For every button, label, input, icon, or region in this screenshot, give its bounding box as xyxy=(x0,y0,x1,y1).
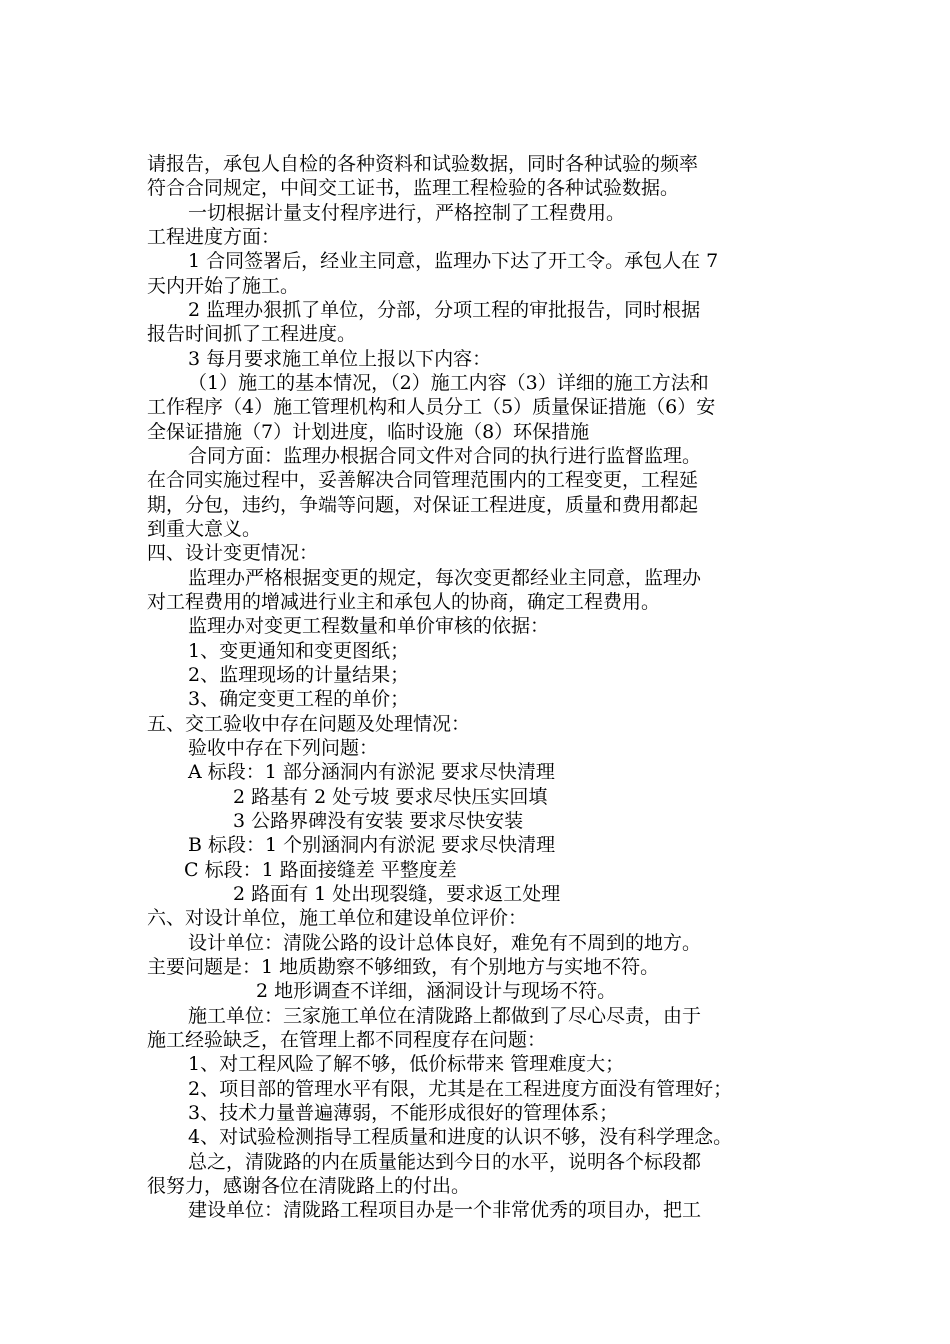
list-item: 3、确定变更工程的单价； xyxy=(188,688,410,710)
list-item: 2 路基有 2 处亏坡 要求尽快压实回填 xyxy=(233,786,548,808)
list-item: 1、对工程风险了解不够，低价标带来 管理难度大； xyxy=(188,1053,625,1075)
text-line: 监理办对变更工程数量和单价审核的依据： xyxy=(188,615,550,637)
list-item: 3 公路界碑没有安装 要求尽快安装 xyxy=(233,810,524,832)
list-item: 4、对试验检测指导工程质量和进度的认识不够，没有科学理念。 xyxy=(188,1126,733,1148)
list-item: 2、监理现场的计量结果； xyxy=(188,664,410,686)
text-line: 报告时间抓了工程进度。 xyxy=(147,323,357,345)
section-heading: 工程进度方面： xyxy=(147,226,281,248)
text-line: 对工程费用的增减进行业主和承包人的协商，确定工程费用。 xyxy=(147,591,661,613)
text-line: 在合同实施过程中，妥善解决合同管理范围内的工程变更，工程延 xyxy=(147,469,699,491)
text-line: 工作程序（4）施工管理机构和人员分工（5）质量保证措施（6）安 xyxy=(147,396,716,418)
list-item: 3、技术力量普遍薄弱，不能形成很好的管理体系； xyxy=(188,1102,619,1124)
text-line: 2 监理办狠抓了单位，分部，分项工程的审批报告，同时根据 xyxy=(188,299,701,321)
text-line: 全保证措施（7）计划进度，临时设施（8）环保措施 xyxy=(147,421,590,443)
text-line: 施工经验缺乏，在管理上都不同程度存在问题： xyxy=(147,1029,547,1051)
text-line: 到重大意义。 xyxy=(147,518,262,540)
text-line: 总之，清陇路的内在质量能达到今日的水平，说明各个标段都 xyxy=(188,1151,702,1173)
section-heading: 五、交工验收中存在问题及处理情况： xyxy=(147,713,471,735)
text-line: 合同方面：监理办根据合同文件对合同的执行进行监督监理。 xyxy=(188,445,702,467)
text-line: 期，分包，违约，争端等问题，对保证工程进度，质量和费用都起 xyxy=(147,494,699,516)
text-line: 设计单位：清陇公路的设计总体良好，难免有不周到的地方。 xyxy=(188,932,702,954)
text-line: 很努力，感谢各位在清陇路上的付出。 xyxy=(147,1175,471,1197)
text-line: 验收中存在下列问题： xyxy=(188,737,379,759)
section-heading: 六、对设计单位，施工单位和建设单位评价： xyxy=(147,907,528,929)
list-item: A 标段：1 部分涵洞内有淤泥 要求尽快清理 xyxy=(188,761,555,783)
list-item: C 标段：1 路面接缝差 平整度差 xyxy=(184,859,457,881)
list-item: 2、项目部的管理水平有限，尤其是在工程进度方面没有管理好； xyxy=(188,1078,733,1100)
text-line: 一切根据计量支付程序进行，严格控制了工程费用。 xyxy=(188,202,626,224)
text-line: 天内开始了施工。 xyxy=(147,275,300,297)
text-line: 符合合同规定，中间交工证书，监理工程检验的各种试验数据。 xyxy=(147,177,680,199)
list-item: 2 路面有 1 处出现裂缝，要求返工处理 xyxy=(233,883,561,905)
text-line: 3 每月要求施工单位上报以下内容： xyxy=(188,348,492,370)
text-line: 施工单位：三家施工单位在清陇路上都做到了尽心尽责，由于 xyxy=(188,1005,702,1027)
text-line: 监理办严格根据变更的规定，每次变更都经业主同意，监理办 xyxy=(188,567,702,589)
list-item: B 标段：1 个别涵洞内有淤泥 要求尽快清理 xyxy=(188,834,556,856)
text-line: 主要问题是：1 地质勘察不够细致，有个别地方与实地不符。 xyxy=(147,956,660,978)
text-line: 请报告，承包人自检的各种资料和试验数据，同时各种试验的频率 xyxy=(147,153,699,175)
list-item: 1、变更通知和变更图纸； xyxy=(188,640,410,662)
section-heading: 四、设计变更情况： xyxy=(147,542,319,564)
text-line: 2 地形调查不详细，涵洞设计与现场不符。 xyxy=(256,980,617,1002)
text-line: （1）施工的基本情况，（2）施工内容（3）详细的施工方法和 xyxy=(188,372,709,394)
text-line: 建设单位：清陇路工程项目办是一个非常优秀的项目办，把工 xyxy=(188,1199,702,1221)
text-line: 1 合同签署后，经业主同意，监理办下达了开工令。承包人在 7 xyxy=(188,250,719,272)
